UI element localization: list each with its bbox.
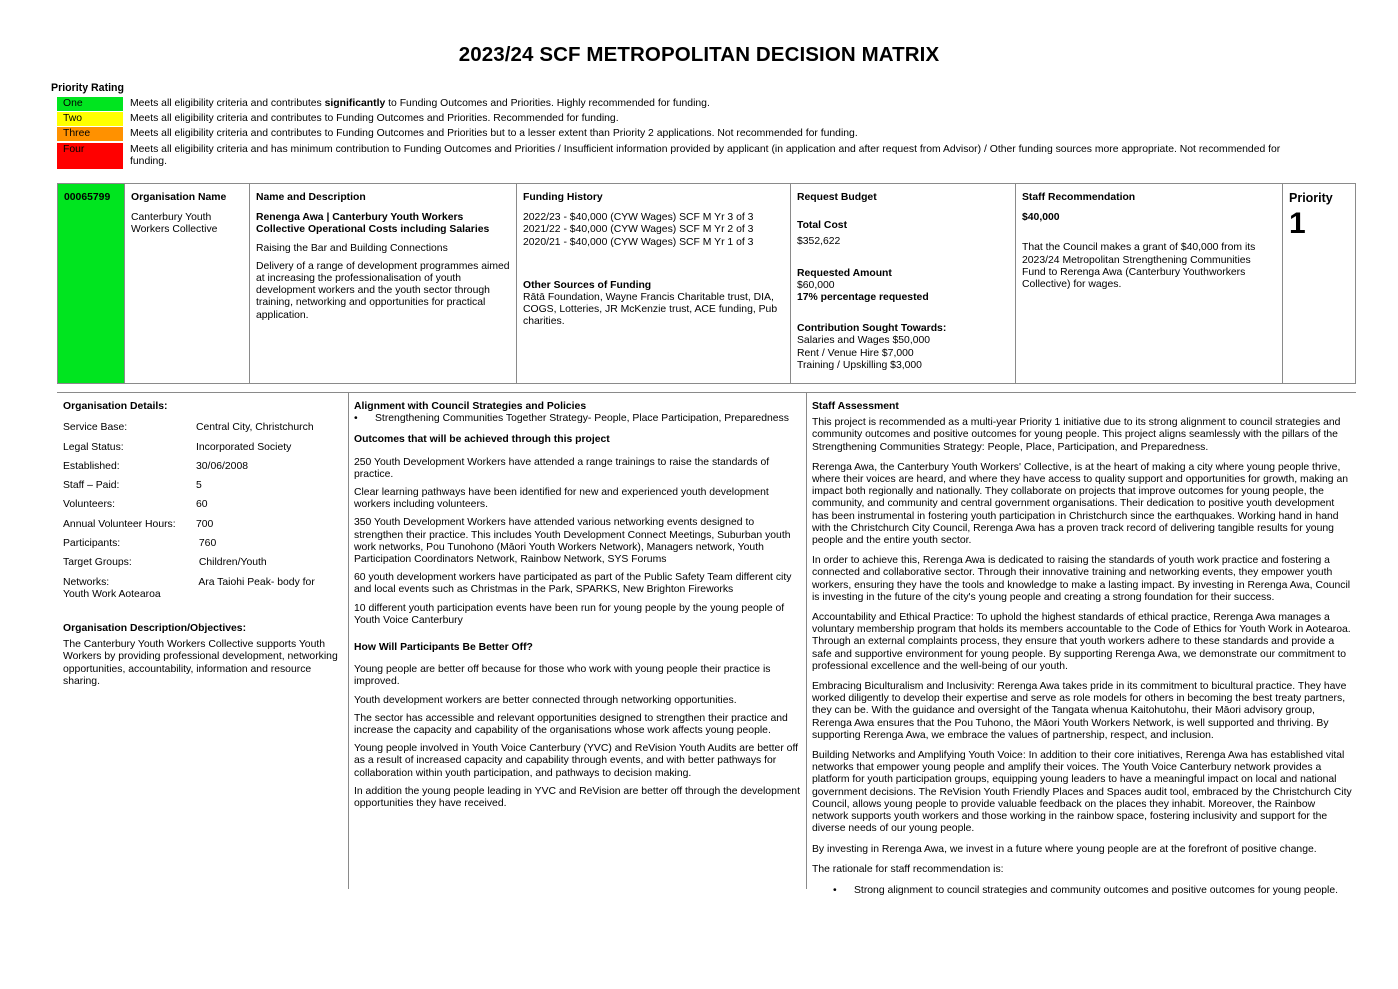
requested-amount-value: $60,000	[797, 279, 835, 291]
detail-row-target-groups: Target Groups: Children/Youth	[63, 557, 267, 569]
name-description-header: Name and Description	[256, 192, 366, 203]
staff-recommendation-cell	[1016, 184, 1283, 383]
detail-row-networks: Networks: Ara Taiohi Peak- body for	[63, 576, 315, 588]
total-cost-label: Total Cost	[797, 220, 848, 232]
column-divider-right	[806, 392, 807, 889]
priority-text-four: Meets all eligibility criteria and has minimum contribution to Funding Outcomes and Priorities / Insufficient information provided by applicant (in application and after request from Advisor) / Other funding sources more appropriate. Not recommended for funding.	[130, 144, 1281, 168]
contribution-label: Contribution Sought Towards:	[797, 323, 947, 335]
detail-row-legal-status: Legal Status: Incorporated Society	[63, 441, 292, 453]
funding-history-header: Funding History	[523, 192, 603, 203]
organisation-name: Canterbury Youth Workers Collective	[131, 212, 218, 236]
requested-amount-label: Requested Amount	[797, 267, 892, 279]
name-description-cell	[250, 184, 517, 383]
outcome-item: 250 Youth Development Workers have attended a range trainings to raise the standards of practice.	[354, 456, 770, 480]
detail-networks-continued: Youth Work Aotearoa	[63, 588, 161, 600]
objectives-heading: Organisation Description/Objectives:	[63, 622, 247, 634]
staff-recommendation-amount: $40,000	[1022, 212, 1060, 224]
priority-swatch-four: Four	[57, 143, 123, 169]
detail-row-established: Established: 30/06/2008	[63, 460, 249, 472]
better-off-item: Young people are better off because for those who work with young people their practice is improved.	[354, 664, 771, 688]
priority-text-two: Meets all eligibility criteria and contributes to Funding Outcomes and Priorities. Recommended for funding.	[130, 113, 619, 124]
assessment-paragraph: Rerenga Awa, the Canterbury Youth Workers' Collective, is at the heart of making a city where young people thrive, where their voices are heard, and where they have access to quality support and opportunities for growth, making an impact both regionally and nationally. They collaborate on projects that improve outcomes for young people, the community, and community and central government organisations. Their dedication to positive youth development has been instrumental in fostering youth participation in Christchurch since the earthquakes. Working hand in hand with the Christchurch City Council, Rerenga Awa has a proven track record of delivering tangible results for young people and the entire youth sector.	[812, 461, 1349, 547]
total-cost-value: $352,622	[797, 236, 841, 248]
application-id-cell	[58, 184, 125, 383]
better-off-item: Youth development workers are better connected through networking opportunities.	[354, 694, 737, 706]
request-budget-header: Request Budget	[797, 192, 877, 203]
outcome-item: 350 Youth Development Workers have attended various networking events designed to strengthen their practice. This includes Youth Development Connect Meetings, Suburban youth work networks, Pou Tunohono (Māori Youth Workers Network), Managers network, Youth Participation Coordinators Network, Rainbow Network, SYS Forums	[354, 517, 791, 566]
organisation-name-header: Organisation Name	[131, 192, 227, 203]
priority-header: Priority	[1289, 191, 1333, 205]
project-subtitle: Raising the Bar and Building Connections	[256, 242, 448, 254]
request-budget-cell	[791, 184, 1016, 383]
outcome-item: 10 different youth participation events have been run for young people by the young people of Youth Voice Canterbury	[354, 602, 785, 626]
priority-swatch-three: Three	[57, 127, 123, 141]
alignment-bullet: • Strengthening Communities Together Strategy- People, Place Participation, Preparedness	[354, 413, 802, 425]
organisation-details-heading: Organisation Details:	[63, 401, 168, 412]
priority-text-one: Meets all eligibility criteria and contributes significantly to Funding Outcomes and Priorities. Highly recommended for funding.	[130, 98, 710, 109]
percentage-requested: 17% percentage requested	[797, 292, 929, 304]
better-off-item: In addition the young people leading in YVC and ReVision are better off through the development opportunities they have received.	[354, 785, 800, 810]
outcomes-heading: Outcomes that will be achieved through this project	[354, 434, 610, 446]
assessment-bullet: • Strong alignment to council strategies and community outcomes and positive outcomes for young people.	[833, 885, 1352, 897]
priority-rating-heading: Priority Rating	[51, 82, 124, 94]
page-title: 2023/24 SCF METROPOLITAN DECISION MATRIX	[458, 43, 940, 66]
priority-swatch-two: Two	[57, 112, 123, 126]
detail-row-participants: Participants: 760	[63, 537, 217, 549]
staff-recommendation-header: Staff Recommendation	[1022, 192, 1136, 203]
better-off-item: Young people involved in Youth Voice Canterbury (YVC) and ReVision Youth Audits are better off as a result of increased capacity and capability through events, and with better pathways for collaboration within youth participation, and pathways to decision making.	[354, 743, 799, 779]
detail-row-volunteers: Volunteers: 60	[63, 499, 208, 511]
priority-value: 1	[1289, 207, 1306, 241]
staff-recommendation-text: That the Council makes a grant of $40,000 from its 2023/24 Metropolitan Strengthening Communities Fund to Rerenga Awa (Canterbury Youthworkers Collective) for wages.	[1022, 242, 1256, 291]
other-sources-header: Other Sources of Funding	[523, 279, 652, 291]
funding-history-cell	[517, 184, 791, 383]
priority-swatch-one: One	[57, 97, 123, 111]
staff-assessment-heading: Staff Assessment	[812, 401, 899, 412]
organisation-details-section	[63, 401, 338, 688]
funding-history-item: 2022/23 - $40,000 (CYW Wages) SCF M Yr 3 of 3	[523, 212, 754, 224]
application-summary-table	[57, 183, 1356, 384]
other-sources: Rātā Foundation, Wayne Francis Charitable trust, DIA, COGS, Lotteries, JR McKenzie trust, ACE funding, Pub charities.	[523, 292, 778, 328]
project-description: Delivery of a range of development programmes aimed at increasing the professionalisation of youth development workers and the youth sector through training, networking and opportunities for practical application.	[256, 260, 510, 321]
detail-row-service-base: Service Base: Central City, Christchurch	[63, 422, 314, 434]
better-off-heading: How Will Participants Be Better Off?	[354, 642, 533, 654]
contribution-item: Salaries and Wages $50,000	[797, 335, 931, 347]
staff-assessment-section	[812, 401, 1352, 897]
assessment-paragraph: This project is recommended as a multi-year Priority 1 initiative due to its strong alignment to council strategies and community outcomes and positive outcomes for young people. This project aligns seamlessly with the pillars of the Strengthening Communities Strategy: People, Place, Participation, and Preparedness.	[812, 417, 1341, 453]
better-off-item: The sector has accessible and relevant opportunities designed to strengthen their practice and increase the capacity and capability of the organisations whose work affects young people.	[354, 712, 788, 737]
detail-row-volunteer-hours: Annual Volunteer Hours: 700	[63, 518, 214, 530]
assessment-paragraph: Embracing Biculturalism and Inclusivity: Rerenga Awa takes pride in its commitment to bicultural practice. They have worked diligently to develop their expertise and serve as role models for others in becoming the best treaty partners, they can be. With the guidance and oversight of the Tangata whenua Kaitohutohu, their Māori advisory group, Rerenga Awa ensures that the Pou Tuhono, the Māori Youth Workers Network, is well supported and thriving. By supporting Rerenga Awa, we embrace the values of partnership, respect, and inclusion.	[812, 681, 1347, 741]
project-title: Renenga Awa | Canterbury Youth Workers Collective Operational Costs including Salaries	[256, 212, 490, 236]
alignment-section	[354, 401, 802, 810]
assessment-paragraph: In order to achieve this, Rerenga Awa is dedicated to raising the standards of youth work practice and fostering a connected and collaborative sector. Through their innovative training and networking events, they empower youth workers, ensuring they have the tools and knowledge to make a lasting impact. By investing in Rerenga Awa, Council is investing in the future of the city's young people and creating a strong foundation for their success.	[812, 555, 1351, 603]
application-id: 00065799	[64, 192, 111, 203]
detail-row-staff-paid: Staff – Paid: 5	[63, 480, 202, 492]
column-divider-left	[348, 392, 349, 889]
organisation-name-cell	[125, 184, 250, 383]
objectives-text: The Canterbury Youth Workers Collective supports Youth Workers by providing professional development, networking opportunities, accountability, information and resource sharing.	[63, 639, 338, 687]
alignment-heading: Alignment with Council Strategies and Policies	[354, 401, 587, 412]
priority-text-three: Meets all eligibility criteria and contributes to Funding Outcomes and Priorities but to a lesser extent than Priority 2 applications. Not recommended for funding.	[130, 128, 858, 139]
outcome-item: 60 youth development workers have participated as part of the Public Safety Team different city and local events such as Christmas in the Park, SPARKS, New Brighton Fireworks	[354, 572, 792, 596]
assessment-paragraph: The rationale for staff recommendation is:	[812, 863, 1004, 875]
funding-history-item: 2021/22 - $40,000 (CYW Wages) SCF M Yr 2 of 3	[523, 224, 754, 236]
assessment-paragraph: Building Networks and Amplifying Youth Voice: In addition to their core initiatives, Rerenga Awa has established vital networks that empower young people and amplify their voices. The Youth Voice Canterbury network provides a platform for youth participation groups, equipping young leaders to have a meaningful impact on local and national government decisions. The ReVision Youth Friendly Places and Spaces audit tool, embraced by the Christchurch City Council, allows young people to provide valuable feedback on the places they inhabit. Moreover, the Rainbow network supports youth workers and those working in the rainbow space, fostering inclusivity and support for the diverse needs of our young people.	[812, 750, 1352, 835]
priority-cell	[1283, 184, 1355, 383]
assessment-paragraph: By investing in Rerenga Awa, we invest in a future where young people are at the forefront of positive change.	[812, 843, 1317, 855]
section-divider	[57, 392, 1356, 393]
funding-history-item: 2020/21 - $40,000 (CYW Wages) SCF M Yr 1 of 3	[523, 236, 754, 248]
assessment-paragraph: Accountability and Ethical Practice: To uphold the highest standards of ethical practice, Rerenga Awa manages a voluntary membership program that holds its members accountable to the Code of Ethics for Youth Work in Aotearoa. Through an external complaints process, they ensure that youth workers adhere to these standards and provide a safe and supportive environment for young people. By supporting Rerenga Awa, we demonstrate our commitment to professional excellence and the well-being of our youth.	[812, 612, 1351, 672]
outcome-item: Clear learning pathways have been identified for new and experienced youth development workers including volunteers.	[354, 487, 769, 511]
contribution-item: Training / Upskilling $3,000	[797, 359, 922, 371]
contribution-item: Rent / Venue Hire $7,000	[797, 347, 914, 359]
